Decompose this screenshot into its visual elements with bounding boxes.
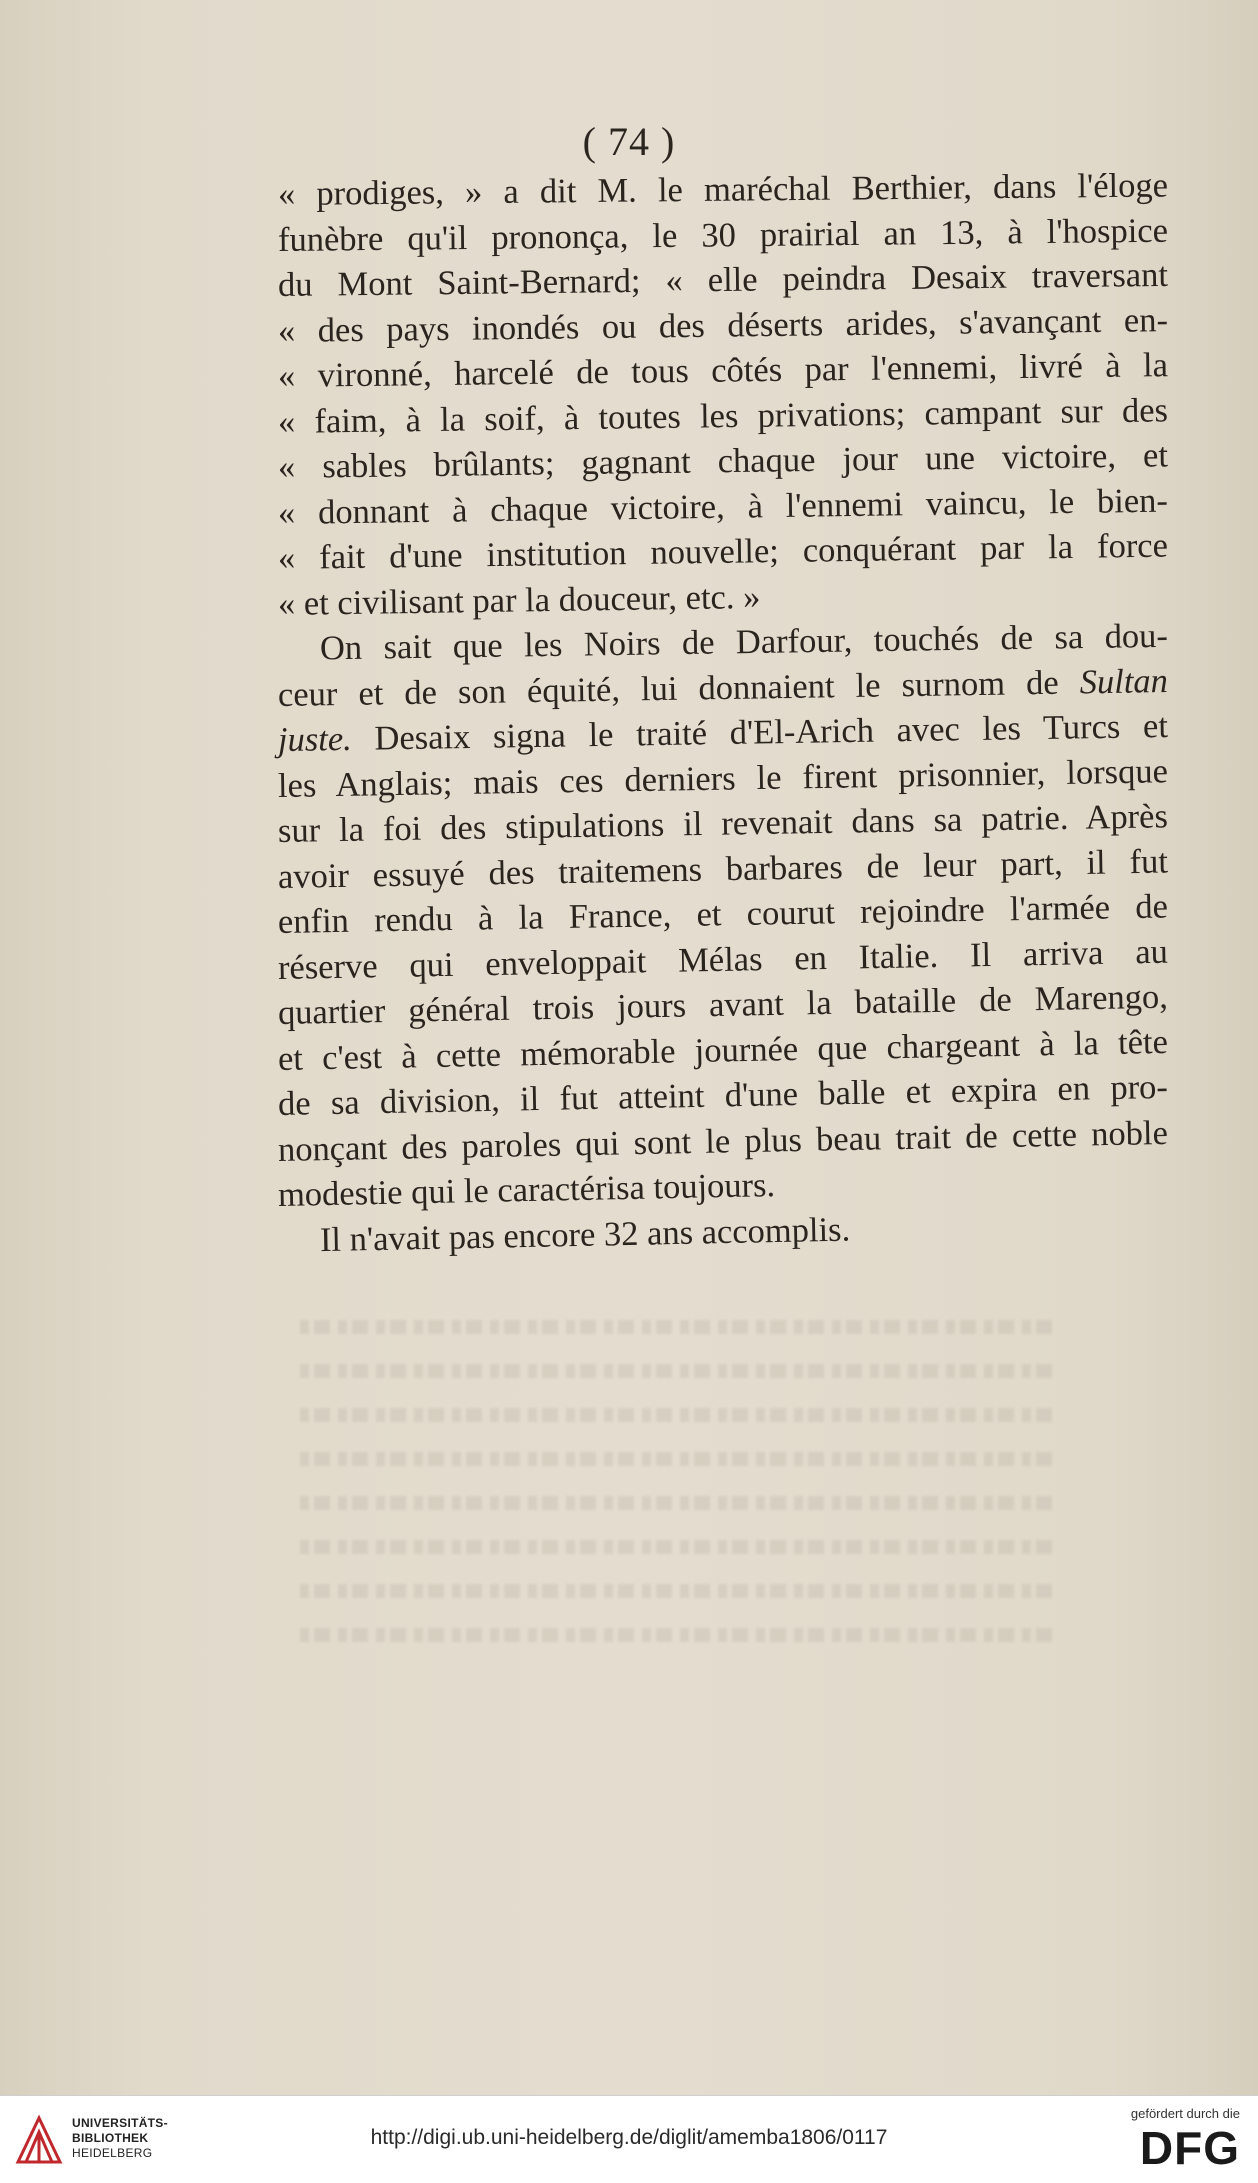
text-span: ceur et de son équité, lui donnaient le surnom de <box>277 662 1081 714</box>
dfg-logo: DFG <box>1139 2122 1240 2174</box>
funding-notice <box>1100 2106 1240 2173</box>
viewer-footer <box>0 2095 1258 2183</box>
text-line: modestie qui le caractérisa toujours. <box>277 1166 776 1214</box>
page-number: ( 74 ) <box>582 119 676 164</box>
bleed-through-text <box>300 1290 1060 1770</box>
italic-word-juste: juste. <box>277 719 353 759</box>
text-line: enfin rendu à la France, et courut rejoindre l'armée de <box>277 887 1169 941</box>
text-line: les Anglais; mais ces derniers le firent prisonnier, lorsque <box>277 751 1169 805</box>
institution-line: BIBLIOTHEK <box>72 2131 149 2145</box>
text-line: « faim, à la soif, à toutes les privations; campant sur des <box>277 390 1169 441</box>
institution-line: UNIVERSITÄTS- <box>72 2116 168 2130</box>
body-text <box>277 166 1169 1264</box>
text-line: avoir essuyé des traitemens barbares de leur part, il fut <box>277 841 1169 896</box>
text-line: réserve qui enveloppait Mélas en Italie. Il arriva au <box>277 932 1169 987</box>
text-line: « fait d'une institution nouvelle; conquérant par la force <box>277 526 1169 577</box>
text-line: funèbre qu'il prononça, le 30 prairial an 13, à l'hospice <box>277 211 1169 259</box>
text-line: « vironné, harcelé de tous côtés par l'ennemi, livré à la <box>277 346 1169 395</box>
text-line: et c'est à cette mémorable journée que chargeant à la tête <box>277 1022 1169 1078</box>
text-line: « donnant à chaque victoire, à l'ennemi vaincu, le bien- <box>277 481 1169 532</box>
text-line: du Mont Saint-Bernard; « elle peindra Desaix traversant <box>277 255 1169 304</box>
text-line: On sait que les Noirs de Darfour, touchés de sa dou- <box>319 616 1169 668</box>
text-line: de sa division, il fut atteint d'une balle et expira en pro- <box>277 1067 1169 1123</box>
text-line: quartier général trois jours avant la bataille de Marengo, <box>277 977 1169 1032</box>
institution-line: HEIDELBERG <box>72 2146 153 2160</box>
text-line: nonçant des paroles qui sont le plus beau trait de cette noble <box>277 1113 1169 1169</box>
text-span: Desaix signa le traité d'El-Arich avec les Turcs et <box>351 707 1169 758</box>
text-line: « sables brûlants; gagnant chaque jour une victoire, et <box>277 436 1169 486</box>
funding-label: gefördert durch die <box>1130 2106 1240 2121</box>
text-line: Il n'avait pas encore 32 ans accomplis. <box>319 1210 851 1259</box>
permalink-url[interactable]: http://digi.ub.uni-heidelberg.de/diglit/amemba1806/0117 <box>370 2126 888 2149</box>
text-line: « prodiges, » a dit M. le maréchal Berthier, dans l'éloge <box>277 166 1169 213</box>
text-line: sur la foi des stipulations il revenait dans sa patrie. Après <box>277 797 1169 850</box>
text-line: « des pays inondés ou des déserts arides, s'avançant en- <box>277 300 1169 350</box>
text-line: « et civilisant par la douceur, etc. » <box>277 577 761 623</box>
italic-word-sultan: Sultan <box>1079 661 1169 701</box>
